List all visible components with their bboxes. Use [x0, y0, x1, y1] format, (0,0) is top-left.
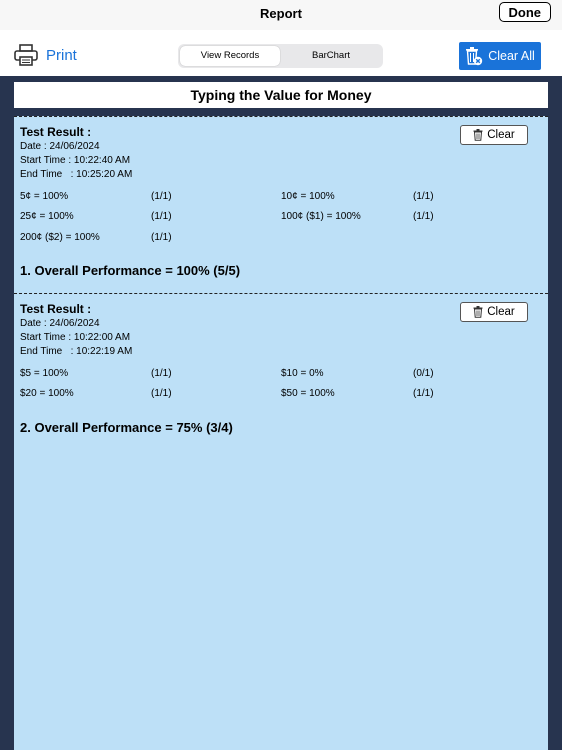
result-item-label: 100¢ ($1) = 100%	[281, 211, 361, 222]
test-result-record	[14, 116, 548, 294]
result-item-label: 25¢ = 100%	[20, 211, 74, 222]
record-start-time: Start Time : 10:22:40 AM	[20, 155, 131, 166]
printer-icon	[14, 44, 38, 66]
record-heading: Test Result :	[20, 302, 92, 316]
segment-view-records[interactable]: View Records	[180, 46, 280, 66]
done-button[interactable]: Done	[499, 2, 552, 22]
print-button[interactable]	[14, 44, 77, 66]
result-item-label: $50 = 100%	[281, 388, 335, 399]
result-item-score: (1/1)	[413, 388, 434, 399]
print-label: Print	[46, 46, 77, 64]
result-item-label: $10 = 0%	[281, 368, 324, 379]
clear-all-label: Clear All	[488, 49, 535, 63]
overall-performance: 1. Overall Performance = 100% (5/5)	[20, 263, 241, 278]
nav-title: Report	[260, 6, 302, 21]
report-title: Typing the Value for Money	[14, 82, 548, 108]
result-item-label: $5 = 100%	[20, 368, 69, 379]
view-segmented-control	[178, 44, 383, 68]
result-item-score: (1/1)	[151, 368, 172, 379]
result-item-label: 200¢ ($2) = 100%	[20, 232, 100, 243]
result-item-score: (1/1)	[413, 191, 434, 202]
test-result-record	[14, 293, 548, 454]
record-clear-button[interactable]	[460, 125, 528, 145]
record-start-time: Start Time : 10:22:00 AM	[20, 332, 131, 343]
record-end-time: End Time : 10:25:20 AM	[20, 169, 133, 180]
report-container	[0, 76, 562, 750]
record-clear-button[interactable]	[460, 302, 528, 322]
record-clear-label: Clear	[487, 129, 515, 141]
record-date: Date : 24/06/2024	[20, 141, 100, 152]
segment-barchart[interactable]: BarChart	[311, 50, 350, 61]
trash-x-icon	[465, 46, 483, 66]
results-list[interactable]	[14, 116, 548, 750]
clear-all-button[interactable]	[459, 42, 541, 70]
record-heading: Test Result :	[20, 125, 92, 139]
trash-icon	[473, 129, 483, 141]
result-item-score: (1/1)	[413, 211, 434, 222]
record-clear-label: Clear	[487, 306, 515, 318]
result-item-score: (1/1)	[151, 191, 172, 202]
record-date: Date : 24/06/2024	[20, 318, 100, 329]
result-item-score: (1/1)	[151, 388, 172, 399]
navigation-bar	[0, 0, 562, 30]
result-item-label: 5¢ = 100%	[20, 191, 69, 202]
toolbar	[0, 30, 562, 76]
overall-performance: 2. Overall Performance = 75% (3/4)	[20, 420, 233, 435]
result-item-label: $20 = 100%	[20, 388, 74, 399]
result-item-score: (0/1)	[413, 368, 434, 379]
result-item-score: (1/1)	[151, 232, 172, 243]
result-item-label: 10¢ = 100%	[281, 191, 335, 202]
trash-icon	[473, 306, 483, 318]
result-item-score: (1/1)	[151, 211, 172, 222]
record-end-time: End Time : 10:22:19 AM	[20, 346, 133, 357]
